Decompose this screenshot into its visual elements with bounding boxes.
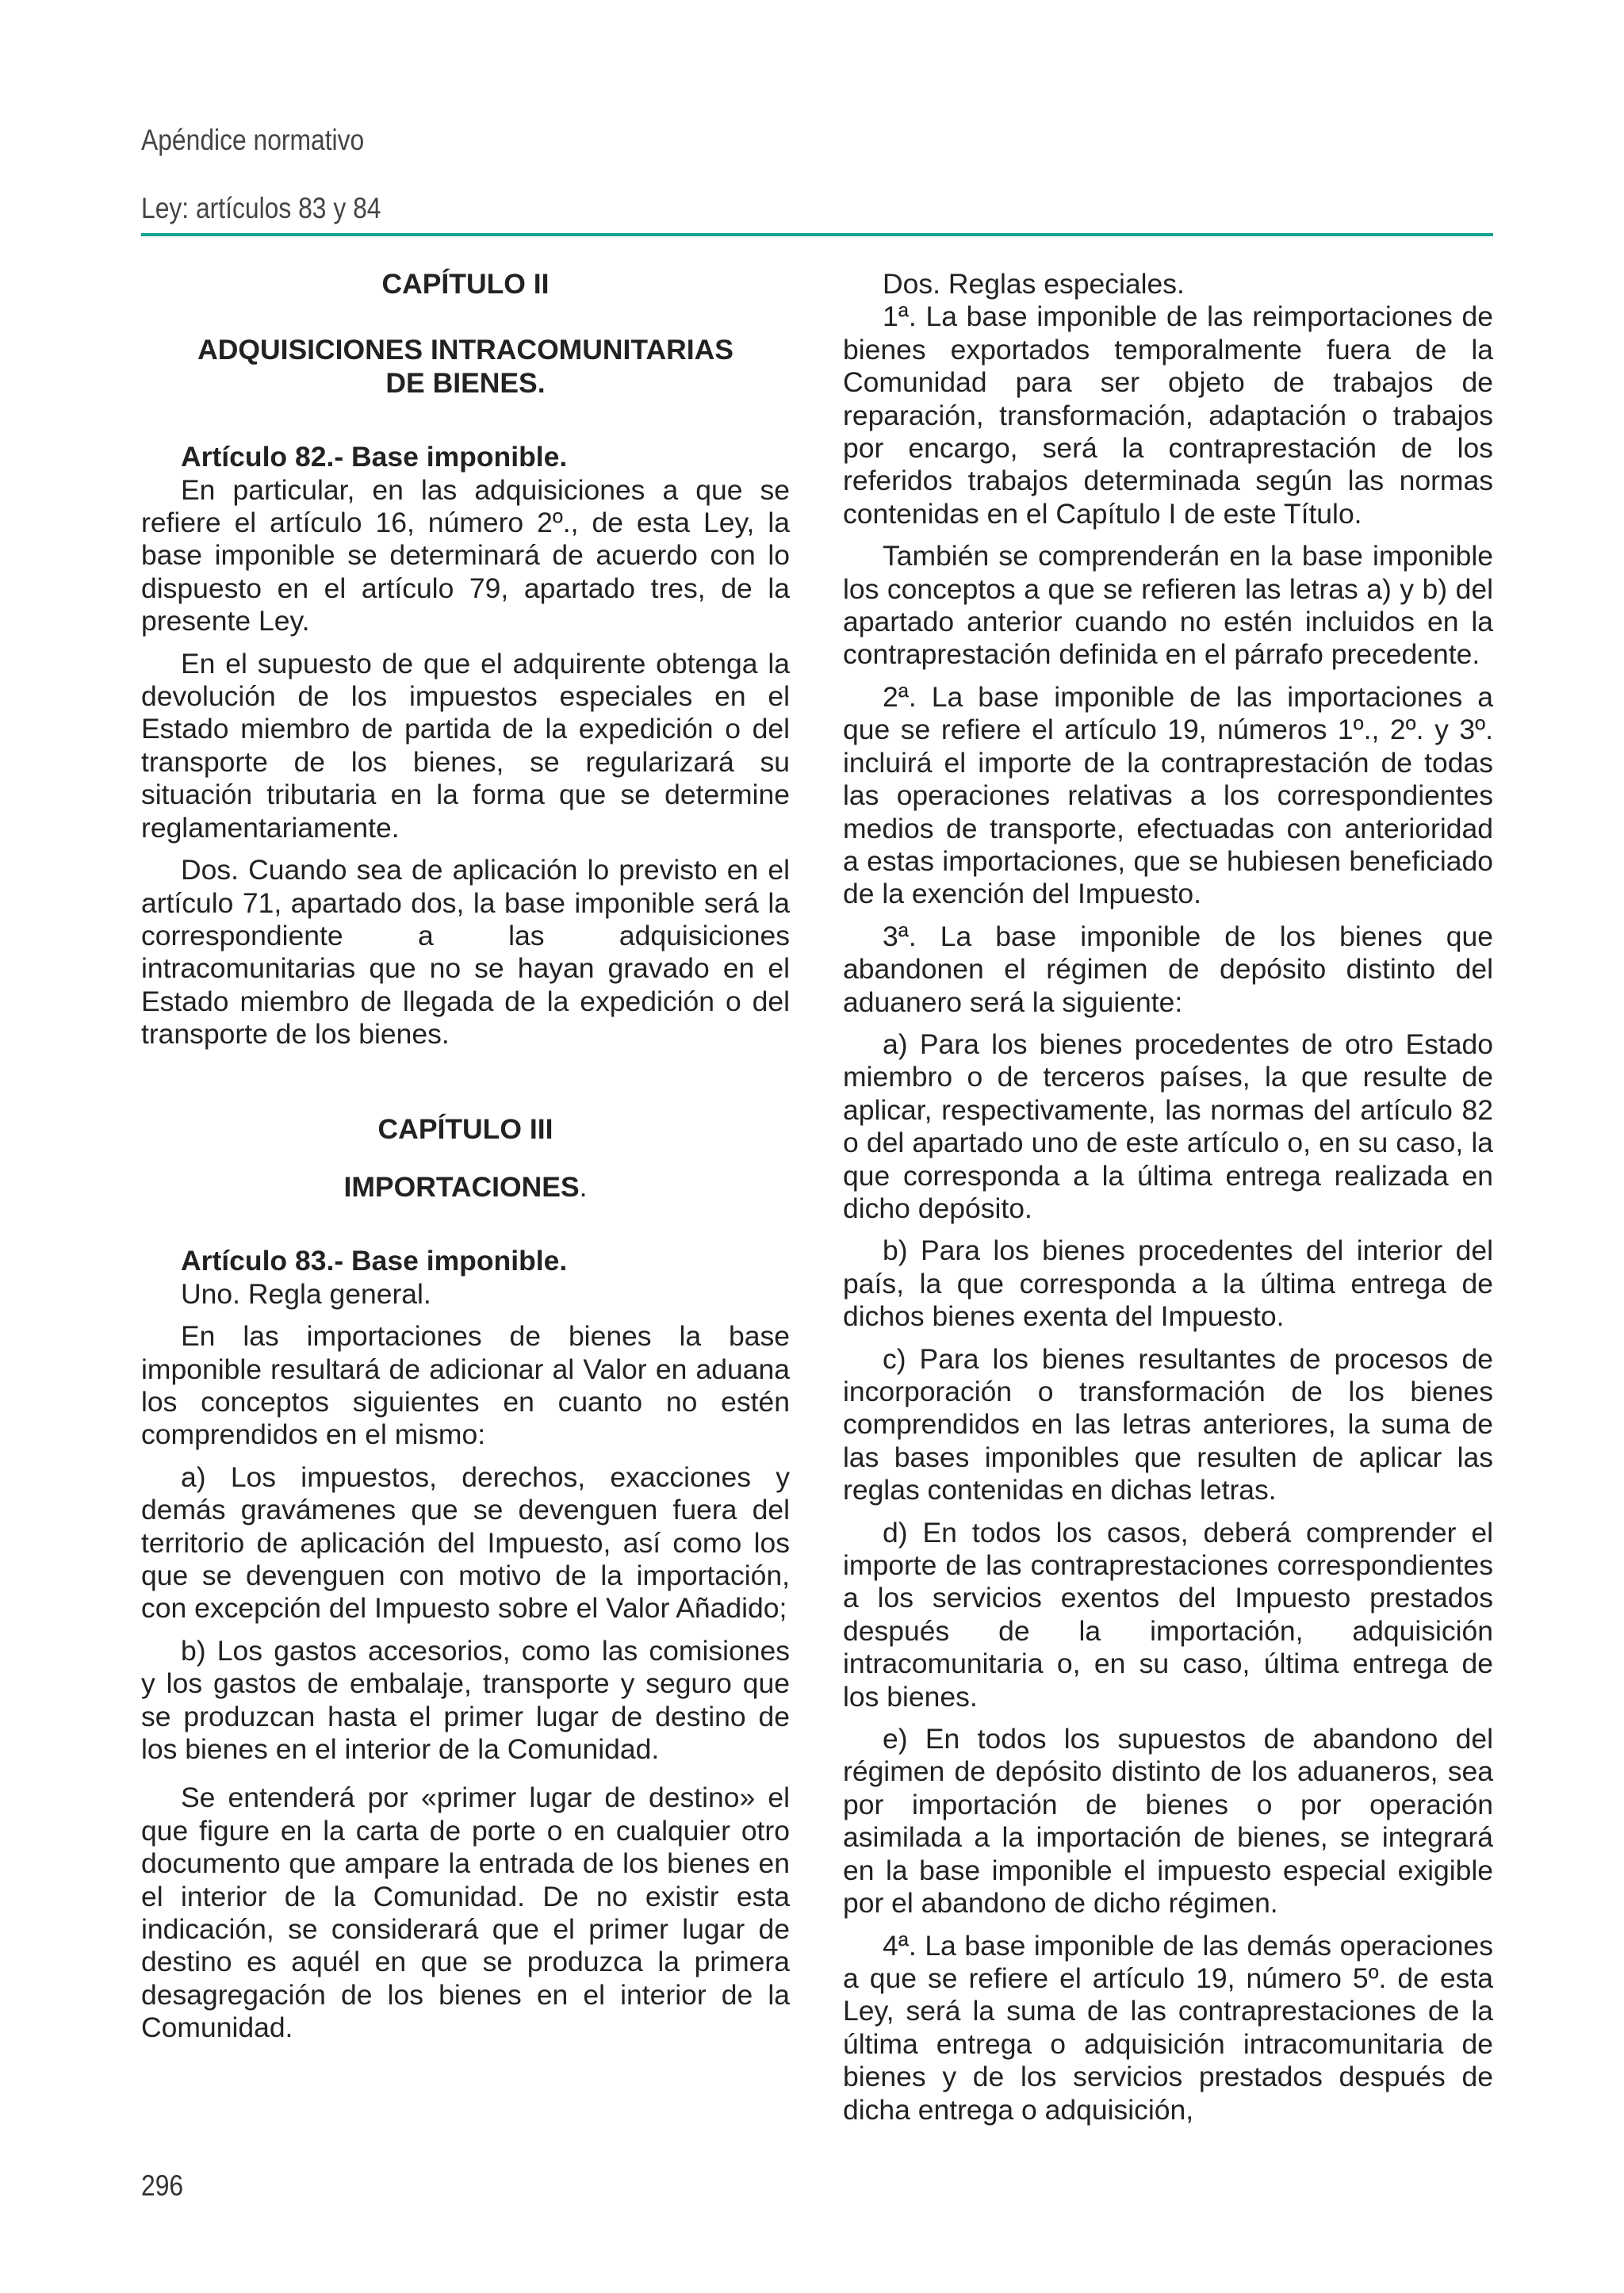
chapter-2-subtitle-line-2: DE BIENES. <box>385 366 546 399</box>
left-column <box>141 268 790 2045</box>
chapter-2-subtitle-line-1: ADQUISICIONES INTRACOMUNITARIAS <box>197 334 733 366</box>
special-rule-3-item-d: d) En todos los casos, deberá comprender el importe de las contraprestaciones correspondientes a los servicios exentos del Impuesto prestados después de la importación, adquisición intracomunitaria o, en su caso, última entrega de los bienes. <box>843 1516 1493 1713</box>
right-column <box>843 268 1493 2126</box>
special-rule-3-item-b: b) Para los bienes procedentes del interior del país, la que corresponda a la última entrega de dichos bienes exenta del Impuesto. <box>843 1235 1493 1333</box>
header-rule <box>141 233 1493 236</box>
article-83-item-b: b) Los gastos accesorios, como las comisiones y los gastos de embalaje, transporte y seguro que se produzcan hasta el primer lugar de destino de los bienes en el interior de la Comunidad. <box>141 1634 790 1766</box>
article-82-paragraph-1: En particular, en las adquisiciones a que se refiere el artículo 16, número 2º., de esta Ley, la base imponible se determinará de acuerdo con lo dispuesto en el artículo 79, apartado tres, de la presente Ley. <box>141 473 790 637</box>
special-rule-3-item-a: a) Para los bienes procedentes de otro Estado miembro o de terceros países, la que resulte de aplicar, respectivamente, las normas del artículo 82 o del apartado uno de este artículo o, en su caso, la que corresponda a la última entrega realizada en dicho depósito. <box>843 1028 1493 1224</box>
special-rule-3: 3ª. La base imponible de los bienes que abandonen el régimen de depósito distinto del aduanero será la siguiente: <box>843 920 1493 1018</box>
article-83-heading: Artículo 83.- Base imponible. <box>181 1245 568 1277</box>
special-rule-4: 4ª. La base imponible de las demás operaciones a que se refiere el artículo 19, número 5º. de esta Ley, será la suma de las contraprestaciones de la última entrega o adquisición intracomunitaria de bienes y de los servicios prestados después de dicha entrega o adquisición, <box>843 1929 1493 2126</box>
article-83-paragraph-2: Se entenderá por «primer lugar de destino» el que figure en la carta de porte o en cualquier otro documento que ampare la entrada de los bienes en el interior de la Comunidad. De no existir esta indicación, se considerará que el primer lugar de destino es aquél en que se produzca la primera desagregación de los bienes en el interior de la Comunidad. <box>141 1782 790 2044</box>
running-header-subsection: Ley: artículos 83 y 84 <box>141 192 381 224</box>
special-rule-1: 1ª. La base imponible de las reimportaciones de bienes exportados temporalmente fuera de la Comunidad para ser objeto de trabajos de reparación, transformación, adaptación o trabajos por encargo, será la contraprestación de los referidos trabajos determinada según las normas contenidas en el Capítulo I de este Título. <box>843 301 1493 530</box>
article-82-paragraph-3: Dos. Cuando sea de aplicación lo previsto en el artículo 71, apartado dos, la base imponible será la correspondiente a las adquisiciones intracomunitarias que no se hayan gravado en el Estado miembro de llegada de la expedición o del transporte de los bienes. <box>141 854 790 1051</box>
running-header-section: Apéndice normativo <box>141 124 365 156</box>
article-83-rule-uno: Uno. Regla general. <box>181 1277 431 1310</box>
chapter-3-subtitle-text: IMPORTACIONES <box>343 1170 580 1203</box>
chapter-3-title: CAPÍTULO III <box>377 1112 553 1145</box>
rule-dos-heading: Dos. Reglas especiales. <box>883 268 1185 300</box>
article-83-paragraph-1: En las importaciones de bienes la base imponible resultará de adicionar al Valor en aduana los conceptos siguientes en cuanto no estén comprendidos en el mismo: <box>141 1320 790 1451</box>
chapter-3-subtitle-dot: . <box>579 1170 588 1203</box>
article-83-item-a: a) Los impuestos, derechos, exacciones y demás gravámenes que se devenguen fuera del territorio de aplicación del Impuesto, así como los que se devenguen con motivo de la importación, con excepción del Impuesto sobre el Valor Añadido; <box>141 1460 790 1625</box>
chapter-2-title: CAPÍTULO II <box>381 268 550 300</box>
special-rule-3-item-c: c) Para los bienes resultantes de procesos de incorporación o transformación de los bienes comprendidos en las letras anteriores, la suma de las bases imponibles que resulten de aplicar las reglas contenidas en dichas letras. <box>843 1342 1493 1506</box>
special-rule-1-continued: También se comprenderán en la base imponible los conceptos a que se refieren las letras a) y b) del apartado anterior cuando no estén incluidos en la contraprestación definida en el párrafo precedente. <box>843 540 1493 671</box>
special-rule-2: 2ª. La base imponible de las importaciones a que se refiere el artículo 19, números 1º., 2º. y 3º. incluirá el importe de la contraprestación de todas las operaciones relativas a los correspondientes medios de transporte, efectuadas con anterioridad a estas importaciones, que se hubiesen beneficiado de la exención del Impuesto. <box>843 680 1493 910</box>
page-number: 296 <box>141 2169 184 2202</box>
article-82-heading: Artículo 82.- Base imponible. <box>181 441 568 473</box>
article-82-paragraph-2: En el supuesto de que el adquirente obtenga la devolución de los impuestos especiales en el Estado miembro de partida de la expedición o del transporte de los bienes, se regularizará su situación tributaria en la forma que se determine reglamentariamente. <box>141 647 790 844</box>
chapter-3-subtitle <box>141 1171 790 1204</box>
special-rule-3-item-e: e) En todos los supuestos de abandono del régimen de depósito distinto de los aduaneros, sea por importación de bienes o por operación asimilada a la importación de bienes, se integrará en la base imponible el impuesto especial exigible por el abandono de dicho régimen. <box>843 1723 1493 1920</box>
